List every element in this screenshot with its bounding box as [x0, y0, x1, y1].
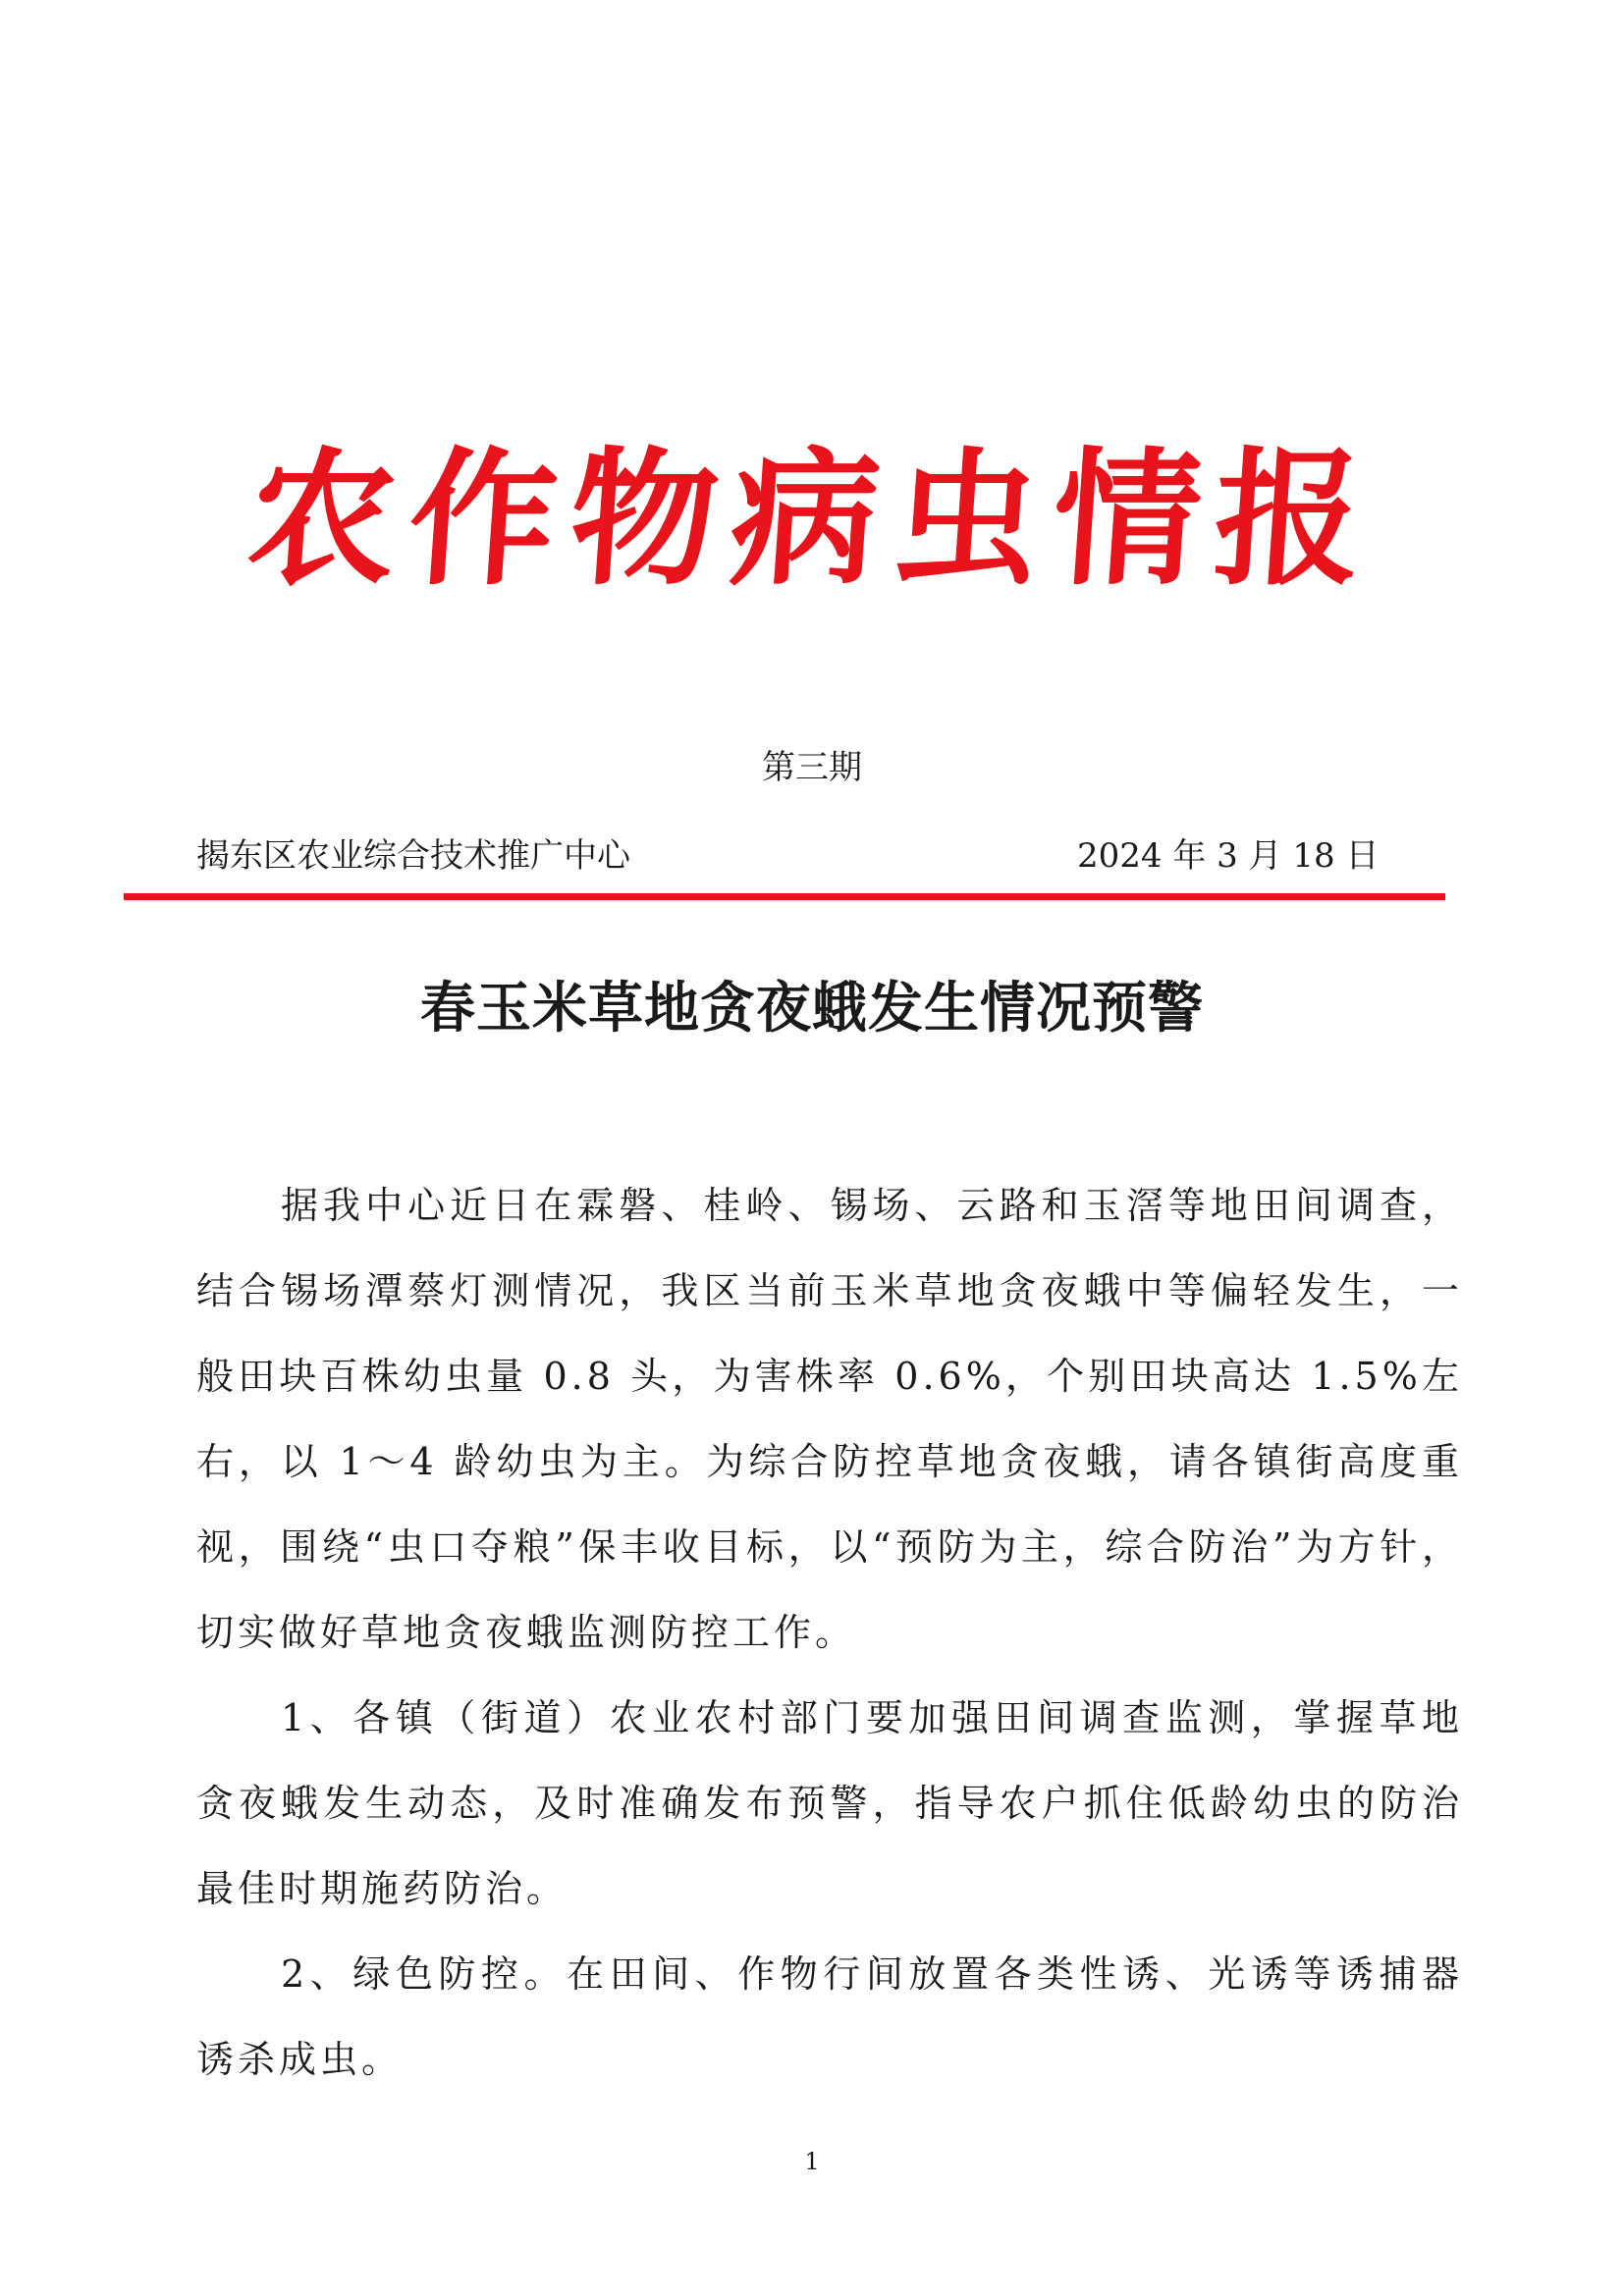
- article-title: 春玉米草地贪夜蛾发生情况预警: [420, 977, 1204, 1041]
- publisher-organization: 揭东区农业综合技术推广中心: [196, 836, 630, 876]
- red-divider: [124, 893, 1445, 900]
- body-paragraph-item-1: 1、各镇（街道）农业农村部门要加强田间调查监测，掌握草地贪夜蛾发生动态，及时准确发布预警，指导农户抓住低龄幼虫的防治最佳时期施药防治。: [196, 1696, 1463, 1910]
- masthead-title: 农作物病虫情报: [242, 435, 1382, 606]
- publish-date: 2024 年 3 月 18 日: [1077, 836, 1380, 876]
- page-number: 1: [804, 2148, 820, 2175]
- body-paragraph-item-2: 2、绿色防控。在田间、作物行间放置各类性诱、光诱等诱捕器诱杀成虫。: [196, 1952, 1463, 2081]
- body-paragraph-intro: 据我中心近日在霖磐、桂岭、锡场、云路和玉滘等地田间调查，结合锡场潭蔡灯测情况，我区当前玉米草地贪夜蛾中等偏轻发生，一般田块百株幼虫量 0.8 头，为害株率 0.6%，个别田块高达 1.5%左右，以 1～4 龄幼虫为主。为综合防控草地贪夜蛾，请各镇街高度重视，围绕“虫口夺粮”保丰收目标，以“预防为主，综合防治”为方针，切实做好草地贪夜蛾监测防控工作。: [196, 1184, 1463, 1654]
- article-body: [196, 1163, 1463, 2103]
- issue-number: 第三期: [762, 748, 862, 787]
